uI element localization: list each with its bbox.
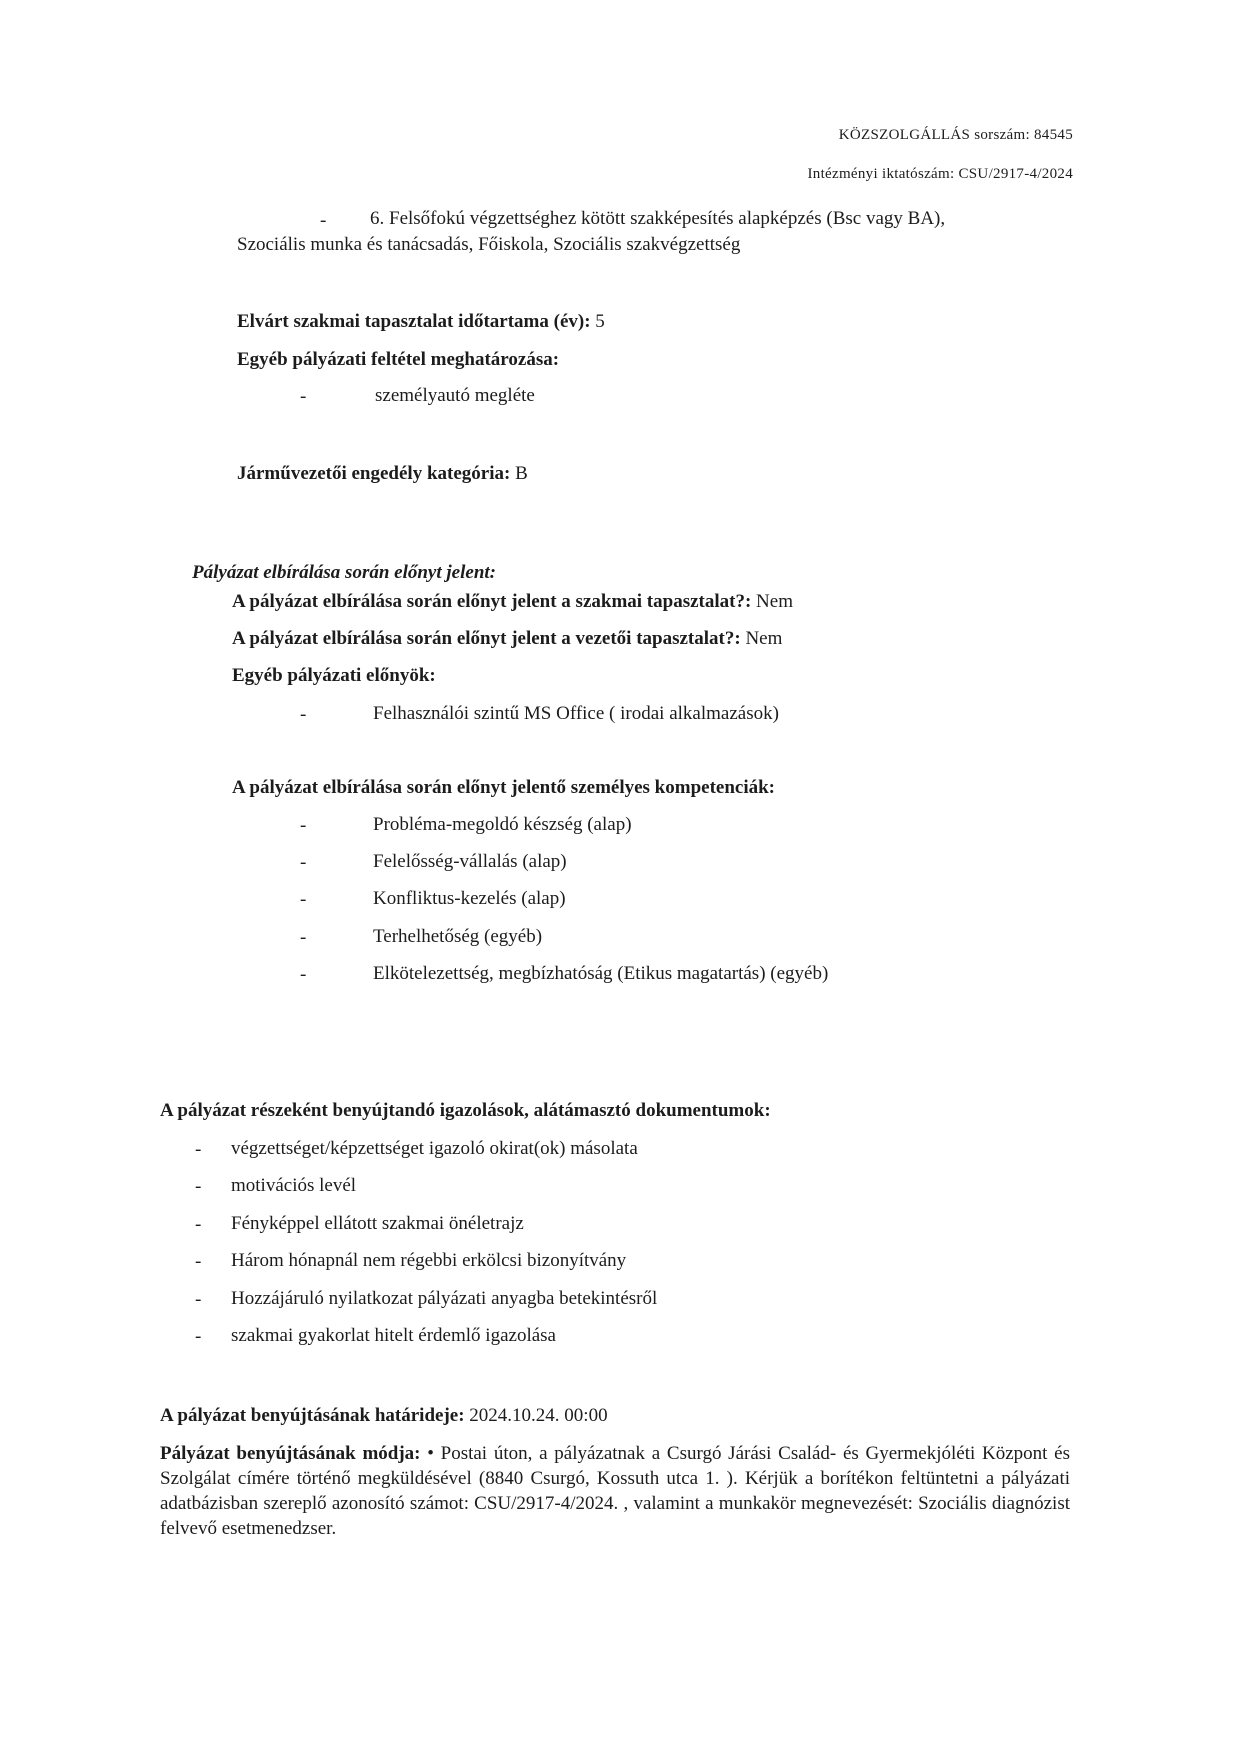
list-dash: -	[300, 927, 307, 948]
list-dash: -	[300, 704, 307, 725]
list-item-text: személyautó megléte	[375, 385, 535, 406]
experience-value: 5	[590, 311, 605, 332]
advantage-q2-value: Nem	[740, 628, 783, 649]
advantages-title: Pályázat elbírálása során előnyt jelent:	[192, 562, 496, 583]
submission-text: • Postai úton, a pályázatnak a Csurgó Járási Család- és Gyermekjóléti Központ és Szolgálat címére történő megküldésével (8840 Csurgó, Kossuth utca 1. ). Kérjük a borítékon feltüntetni a pályázati adatbázisban szereplő azonosító számot: CSU/2917-4/2024. , valamint a munkakör megnevezését: Szociális diagnózist felvevő esetmenedzser.	[160, 1443, 1071, 1539]
advantage-q1	[232, 592, 793, 611]
list-item-text: motivációs levél	[231, 1175, 357, 1196]
other-advantages-label: Egyéb pályázati előnyök:	[232, 665, 436, 686]
list-item-text: Fényképpel ellátott szakmai önéletrajz	[231, 1213, 524, 1234]
list-dash: -	[300, 815, 307, 836]
list-dash: -	[300, 852, 307, 873]
competencies-list	[300, 815, 1000, 1005]
submission-label: Pályázat benyújtásának módja:	[160, 1443, 421, 1464]
list-item-text: Elkötelezettség, megbízhatóság (Etikus magatartás) (egyéb)	[373, 963, 829, 984]
advantage-q2	[232, 629, 782, 648]
list-dash: -	[195, 1326, 202, 1347]
deadline-label: A pályázat benyújtásának határideje:	[160, 1405, 465, 1426]
deadline-row	[160, 1406, 608, 1425]
list-item-text: Probléma-megoldó készség (alap)	[373, 814, 632, 835]
list-dash: -	[300, 386, 307, 407]
license-value: B	[510, 463, 528, 484]
list-dash: -	[195, 1176, 202, 1197]
other-conditions-label: Egyéb pályázati feltétel meghatározása:	[237, 349, 560, 370]
list-item-text: Felelősség-vállalás (alap)	[373, 851, 567, 872]
documents-list	[195, 1139, 955, 1379]
registry-number: KÖZSZOLGÁLLÁS sorszám: 84545	[838, 127, 1073, 143]
list-item-text: Három hónapnál nem régebbi erkölcsi bizonyítvány	[231, 1250, 627, 1271]
advantage-q1-label: A pályázat elbírálása során előnyt jelent a szakmai tapasztalat?:	[232, 591, 752, 612]
qualification-line-2: Szociális munka és tanácsadás, Főiskola, Szociális szakvégzettség	[237, 234, 741, 255]
list-dash: -	[195, 1289, 202, 1310]
list-dash: -	[195, 1214, 202, 1235]
qualification-line-1: 6. Felsőfokú végzettséghez kötött szakképesítés alapképzés (Bsc vagy BA),	[370, 208, 946, 229]
advantage-q2-label: A pályázat elbírálása során előnyt jelent a vezetői tapasztalat?:	[232, 628, 741, 649]
license-label: Járművezetői engedély kategória:	[237, 463, 511, 484]
competencies-title: A pályázat elbírálása során előnyt jelentő személyes kompetenciák:	[232, 777, 776, 798]
list-dash: -	[300, 889, 307, 910]
list-dash: -	[195, 1251, 202, 1272]
list-item-text: szakmai gyakorlat hitelt érdemlő igazolása	[231, 1325, 556, 1346]
advantage-q1-value: Nem	[751, 591, 793, 612]
license-row	[237, 464, 528, 483]
experience-label: Elvárt szakmai tapasztalat időtartama (év):	[237, 311, 591, 332]
list-item-text: Terhelhetőség (egyéb)	[373, 926, 543, 947]
submission-paragraph	[160, 1441, 1070, 1541]
list-dash: -	[300, 964, 307, 985]
list-item-text: Hozzájáruló nyilatkozat pályázati anyagba betekintésről	[231, 1288, 658, 1309]
list-item-text: végzettséget/képzettséget igazoló okirat(ok) másolata	[231, 1138, 638, 1159]
documents-title: A pályázat részeként benyújtandó igazolások, alátámasztó dokumentumok:	[160, 1100, 771, 1121]
list-dash: -	[195, 1139, 202, 1160]
institution-reference: Intézményi iktatószám: CSU/2917-4/2024	[807, 166, 1073, 182]
list-dash: -	[320, 210, 327, 231]
deadline-value: 2024.10.24. 00:00	[464, 1405, 608, 1426]
qualification-block	[237, 0, 1077, 260]
list-item-text: Felhasználói szintű MS Office ( irodai alkalmazások)	[373, 703, 779, 724]
experience-row	[237, 312, 605, 331]
list-item-text: Konfliktus-kezelés (alap)	[373, 888, 566, 909]
